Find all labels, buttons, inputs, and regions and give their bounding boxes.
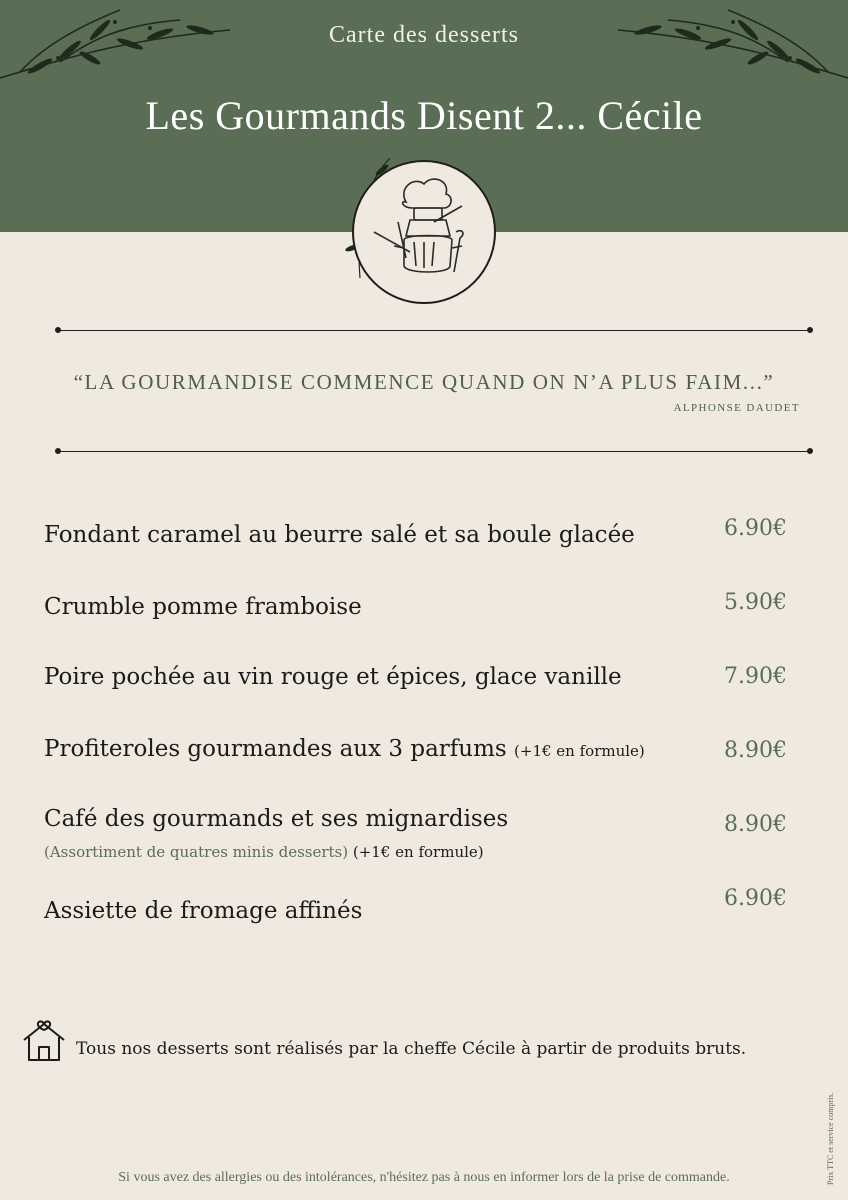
quote-author: ALPHONSE DAUDET — [673, 402, 800, 414]
divider-bottom — [58, 451, 810, 452]
menu-item-name: Poire pochée au vin rouge et épices, glace vanille — [44, 664, 622, 690]
menu-item-price: 6.90€ — [724, 516, 787, 541]
menu-item — [44, 898, 362, 924]
menu-item-price: 6.90€ — [724, 886, 787, 911]
house-heart-icon — [20, 1016, 68, 1064]
menu-item — [44, 806, 508, 832]
menu-item-name: Café des gourmands et ses mignardises — [44, 806, 509, 832]
menu-item — [44, 522, 635, 548]
menu-item-sub — [44, 843, 484, 861]
allergy-notice: Si vous avez des allergies ou des intolérances, n'hésitez pas à nous en informer lors de la prise de commande. — [118, 1170, 730, 1185]
menu-item-price: 8.90€ — [724, 812, 787, 837]
homemade-note: Tous nos desserts sont réalisés par la cheffe Cécile à partir de produits bruts. — [76, 1039, 747, 1059]
menu-item-name: Assiette de fromage affinés — [44, 898, 363, 924]
menu-subtitle: Carte des desserts — [329, 22, 519, 48]
quote-text: “LA GOURMANDISE COMMENCE QUAND ON N’A PLUS FAIM...” — [73, 370, 775, 394]
divider-top — [58, 330, 810, 331]
menu-item — [44, 664, 622, 690]
restaurant-title: Les Gourmands Disent 2... Cécile — [145, 93, 703, 138]
menu-item-name: Profiteroles gourmandes aux 3 parfums — [44, 736, 507, 762]
menu-item-description: (Assortiment de quatres minis desserts) — [44, 843, 349, 861]
chef-hat-kitchenware-icon — [354, 162, 494, 302]
menu-item-note: (+1€ en formule) — [352, 843, 484, 861]
menu-item — [44, 594, 362, 620]
menu-item-note: (+1€ en formule) — [514, 742, 645, 760]
menu-item-price: 5.90€ — [724, 590, 787, 615]
kitchenware-emblem — [352, 160, 496, 304]
menu-item-name: Fondant caramel au beurre salé et sa boule glacée — [44, 522, 635, 548]
menu-item-name: Crumble pomme framboise — [44, 594, 362, 620]
menu-item — [44, 736, 645, 762]
menu-item-price: 7.90€ — [724, 664, 787, 689]
price-notice: Prix TTC et service compris. — [826, 1092, 835, 1185]
menu-item-price: 8.90€ — [724, 738, 787, 763]
